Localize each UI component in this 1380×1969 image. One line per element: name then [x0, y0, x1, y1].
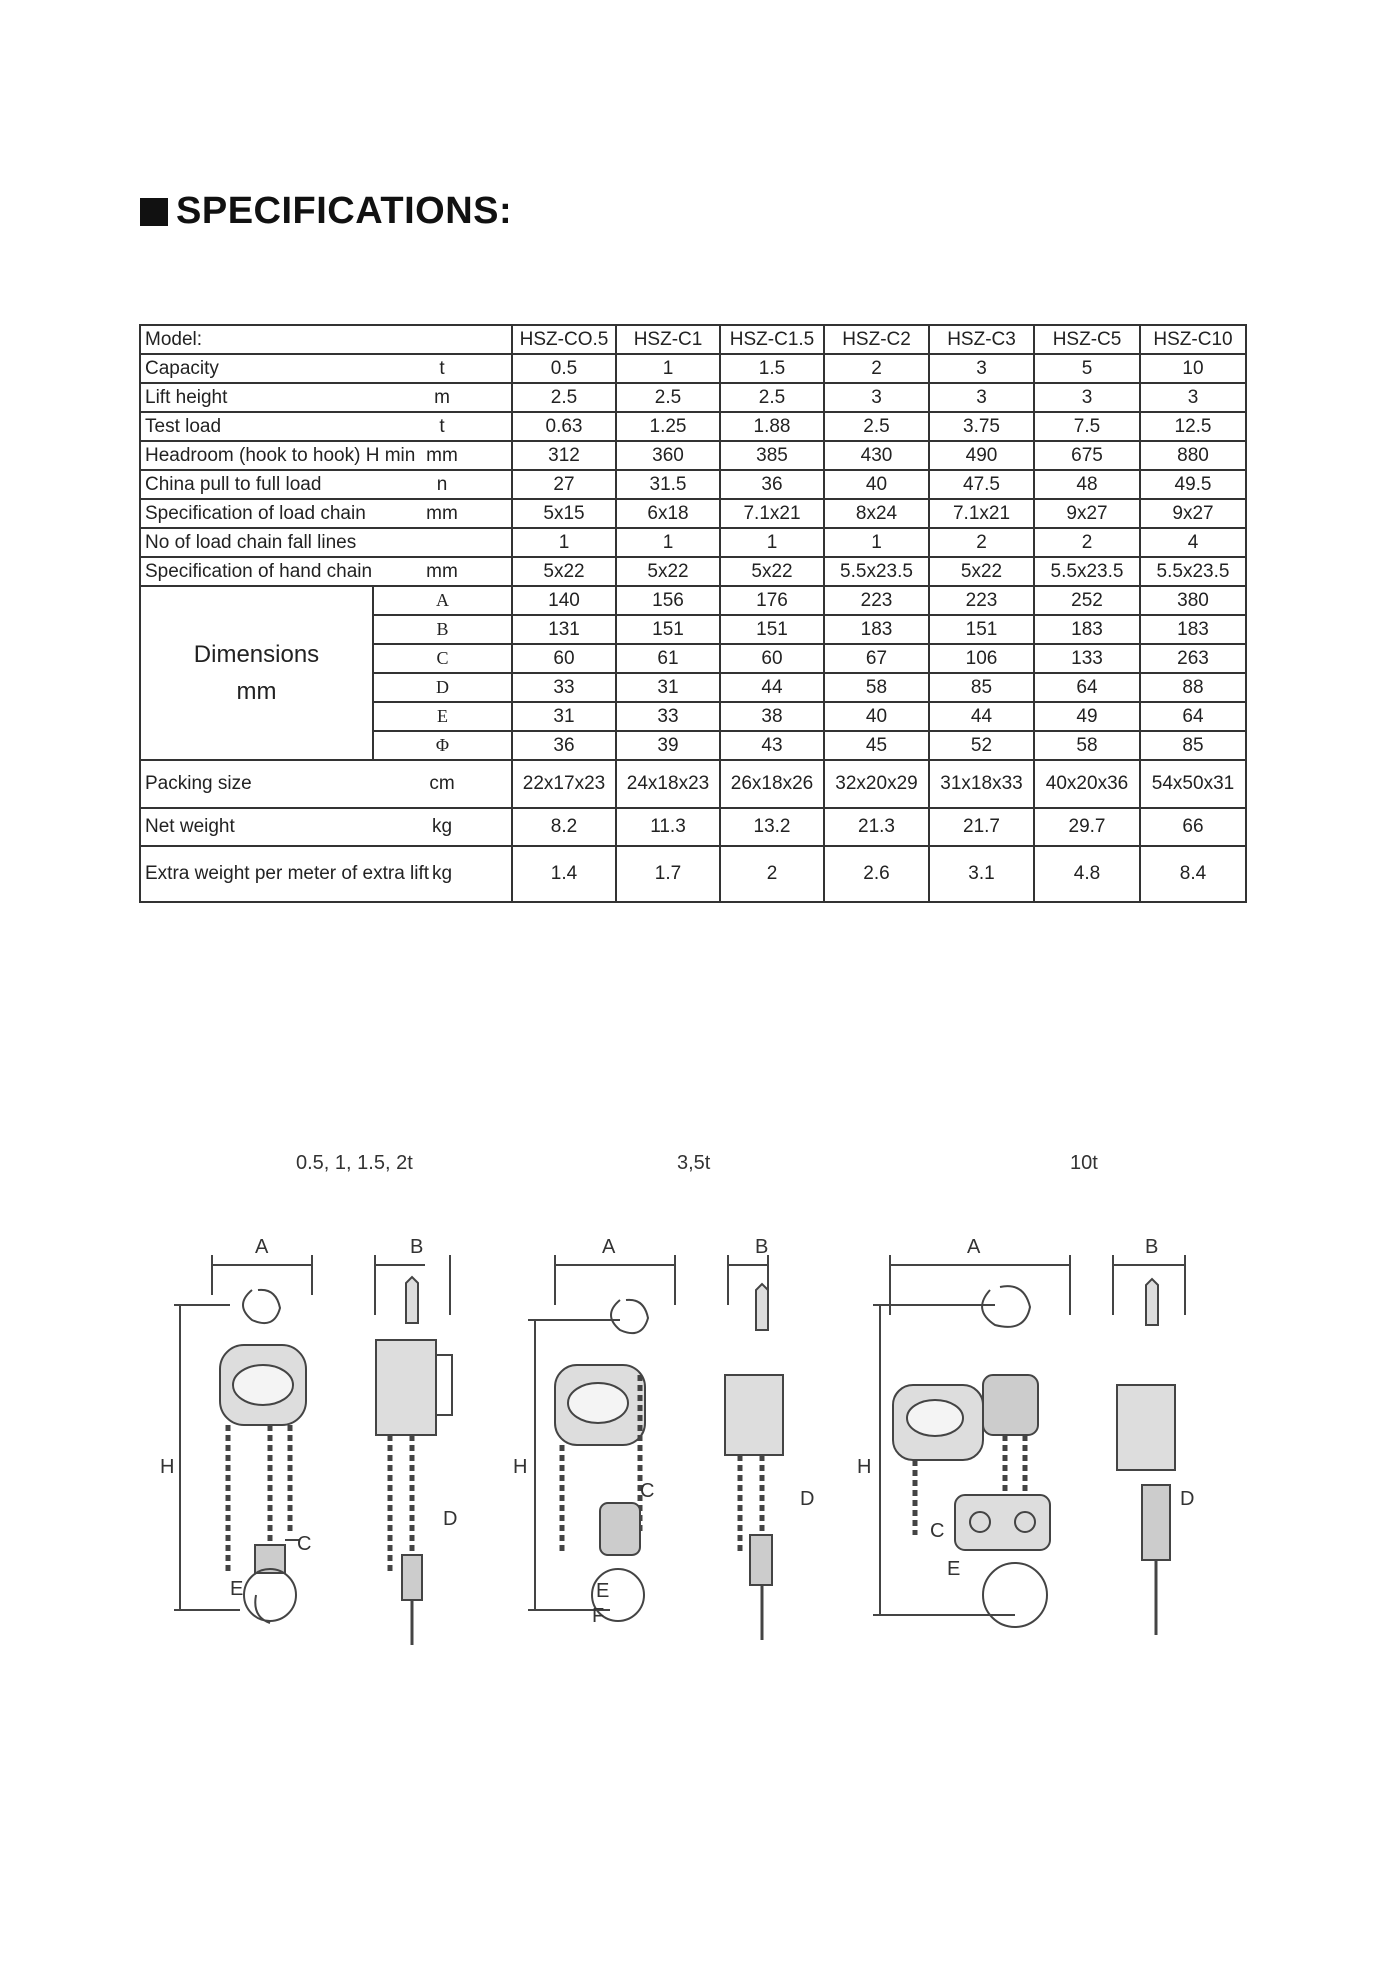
- spec-value: 675: [1034, 441, 1140, 470]
- dimension-value: 223: [929, 586, 1034, 615]
- dimension-value: 31: [616, 673, 720, 702]
- spec-value: 3: [929, 354, 1034, 383]
- hoist-diagram-large: [855, 1235, 1225, 1655]
- dimension-value: 39: [616, 731, 720, 760]
- spec-value: 1: [720, 528, 824, 557]
- spec-unit: mm: [373, 557, 512, 586]
- dimension-value: 33: [512, 673, 616, 702]
- spec-row: [140, 354, 1246, 383]
- spec-value: 1.4: [512, 846, 616, 902]
- dimension-value: 140: [512, 586, 616, 615]
- spec-value: 2: [720, 846, 824, 902]
- dimension-value: 45: [824, 731, 929, 760]
- dim-label-a: A: [967, 1236, 981, 1258]
- dimension-letter: D: [373, 673, 512, 702]
- spec-unit: n: [373, 470, 512, 499]
- spec-value: 29.7: [1034, 808, 1140, 846]
- dimension-value: 64: [1140, 702, 1246, 731]
- spec-value: 385: [720, 441, 824, 470]
- spec-label: Specification of hand chain: [140, 557, 373, 586]
- spec-row: [140, 760, 1246, 808]
- spec-value: 2: [929, 528, 1034, 557]
- heading-text: SPECIFICATIONS:: [176, 190, 513, 232]
- spec-value: 3: [1140, 383, 1246, 412]
- spec-value: 12.5: [1140, 412, 1246, 441]
- spec-value: 1: [512, 528, 616, 557]
- dimensions-label: [140, 586, 373, 760]
- dim-label-c: C: [640, 1480, 655, 1502]
- model-name: HSZ-C2: [824, 325, 929, 354]
- spec-value: 66: [1140, 808, 1246, 846]
- dimension-value: 133: [1034, 644, 1140, 673]
- spec-value: 1.25: [616, 412, 720, 441]
- spec-value: 2: [824, 354, 929, 383]
- spec-label: No of load chain fall lines: [140, 528, 373, 557]
- dimension-value: 60: [720, 644, 824, 673]
- spec-value: 3.1: [929, 846, 1034, 902]
- spec-value: 40x20x36: [1034, 760, 1140, 808]
- spec-value: 1.88: [720, 412, 824, 441]
- spec-value: 1: [824, 528, 929, 557]
- spec-label: Test load: [140, 412, 373, 441]
- spec-value: 36: [720, 470, 824, 499]
- spec-value: 5x22: [720, 557, 824, 586]
- spec-unit: m: [373, 383, 512, 412]
- spec-unit: mm: [373, 499, 512, 528]
- dim-label-e: E: [230, 1578, 244, 1600]
- dimension-value: 183: [1140, 615, 1246, 644]
- spec-row: [140, 499, 1246, 528]
- spec-unit: [373, 528, 512, 557]
- spec-value: 1: [616, 354, 720, 383]
- spec-row: [140, 441, 1246, 470]
- spec-value: 430: [824, 441, 929, 470]
- dimension-value: 60: [512, 644, 616, 673]
- spec-value: 490: [929, 441, 1034, 470]
- dim-label-f: F: [592, 1605, 605, 1627]
- square-bullet-icon: [140, 198, 168, 226]
- spec-value: 13.2: [720, 808, 824, 846]
- dimension-value: 67: [824, 644, 929, 673]
- spec-value: 11.3: [616, 808, 720, 846]
- hoist-diagram-mid: [510, 1235, 850, 1655]
- model-name: HSZ-C1: [616, 325, 720, 354]
- spec-unit: mm: [373, 441, 512, 470]
- spec-value: 10: [1140, 354, 1246, 383]
- dimension-value: 183: [1034, 615, 1140, 644]
- spec-unit: t: [373, 354, 512, 383]
- spec-value: 24x18x23: [616, 760, 720, 808]
- dimension-letter: C: [373, 644, 512, 673]
- dim-label-h: H: [160, 1456, 175, 1478]
- spec-value: 2: [1034, 528, 1140, 557]
- dimension-value: 44: [929, 702, 1034, 731]
- spec-value: 31.5: [616, 470, 720, 499]
- spec-value: 5.5x23.5: [1140, 557, 1246, 586]
- spec-value: 40: [824, 470, 929, 499]
- model-name: HSZ-C5: [1034, 325, 1140, 354]
- model-name: HSZ-CO.5: [512, 325, 616, 354]
- dimension-value: 49: [1034, 702, 1140, 731]
- spec-value: 5x15: [512, 499, 616, 528]
- dimension-value: 263: [1140, 644, 1246, 673]
- spec-unit: cm: [373, 760, 512, 808]
- spec-value: 21.3: [824, 808, 929, 846]
- hoist-diagram-small: [160, 1235, 500, 1655]
- spec-row: [140, 528, 1246, 557]
- spec-row: [140, 557, 1246, 586]
- spec-value: 0.63: [512, 412, 616, 441]
- spec-value: 5x22: [616, 557, 720, 586]
- spec-value: 5x22: [929, 557, 1034, 586]
- dimension-letter: B: [373, 615, 512, 644]
- dimension-value: 85: [1140, 731, 1246, 760]
- dimension-value: 31: [512, 702, 616, 731]
- dimension-value: 151: [929, 615, 1034, 644]
- dim-label-e: E: [947, 1558, 961, 1580]
- spec-value: 4.8: [1034, 846, 1140, 902]
- spec-value: 5: [1034, 354, 1140, 383]
- spec-value: 22x17x23: [512, 760, 616, 808]
- spec-value: 48: [1034, 470, 1140, 499]
- dimension-letter: A: [373, 586, 512, 615]
- page-heading: [140, 190, 512, 233]
- spec-value: 3: [824, 383, 929, 412]
- spec-value: 0.5: [512, 354, 616, 383]
- spec-row: [140, 412, 1246, 441]
- dim-label-a: A: [255, 1236, 269, 1258]
- spec-value: 7.1x21: [720, 499, 824, 528]
- dimension-value: 43: [720, 731, 824, 760]
- spec-label: Lift height: [140, 383, 373, 412]
- spec-value: 2.6: [824, 846, 929, 902]
- dimension-value: 88: [1140, 673, 1246, 702]
- spec-row: [140, 846, 1246, 902]
- spec-value: 7.5: [1034, 412, 1140, 441]
- spec-value: 1: [616, 528, 720, 557]
- dimension-value: 40: [824, 702, 929, 731]
- caption-mid-hoist: 3,5t: [677, 1152, 711, 1174]
- dimension-value: 64: [1034, 673, 1140, 702]
- dim-label-c: C: [930, 1520, 945, 1542]
- dimension-row: [140, 586, 1246, 615]
- dim-label-c: C: [297, 1533, 312, 1555]
- dim-label-b: B: [1145, 1236, 1159, 1258]
- spec-value: 8.2: [512, 808, 616, 846]
- dim-label-b: B: [755, 1236, 769, 1258]
- spec-value: 5x22: [512, 557, 616, 586]
- spec-value: 3: [1034, 383, 1140, 412]
- spec-label: Headroom (hook to hook) H min: [140, 441, 373, 470]
- dim-label-b: B: [410, 1236, 424, 1258]
- dimension-value: 223: [824, 586, 929, 615]
- dim-label-h: H: [857, 1456, 872, 1478]
- dimension-value: 380: [1140, 586, 1246, 615]
- dimension-value: 58: [824, 673, 929, 702]
- spec-value: 2.5: [512, 383, 616, 412]
- spec-row: [140, 470, 1246, 499]
- spec-value: 360: [616, 441, 720, 470]
- caption-large-hoist: 10t: [1070, 1152, 1098, 1174]
- spec-value: 8.4: [1140, 846, 1246, 902]
- spec-value: 1.5: [720, 354, 824, 383]
- spec-value: 312: [512, 441, 616, 470]
- spec-unit: t: [373, 412, 512, 441]
- dimension-value: 52: [929, 731, 1034, 760]
- model-row: [140, 325, 1246, 354]
- dimension-value: 176: [720, 586, 824, 615]
- spec-row: [140, 808, 1246, 846]
- dimension-value: 151: [616, 615, 720, 644]
- dimension-value: 106: [929, 644, 1034, 673]
- spec-value: 3: [929, 383, 1034, 412]
- dim-label-a: A: [602, 1236, 616, 1258]
- spec-value: 31x18x33: [929, 760, 1034, 808]
- dimension-value: 156: [616, 586, 720, 615]
- spec-value: 3.75: [929, 412, 1034, 441]
- spec-unit: kg: [373, 846, 512, 902]
- dim-label-e: E: [596, 1580, 610, 1602]
- dimension-value: 131: [512, 615, 616, 644]
- spec-value: 1.7: [616, 846, 720, 902]
- spec-label: Specification of load chain: [140, 499, 373, 528]
- spec-value: 8x24: [824, 499, 929, 528]
- spec-value: 54x50x31: [1140, 760, 1246, 808]
- dimension-value: 36: [512, 731, 616, 760]
- spec-unit: kg: [373, 808, 512, 846]
- dim-label-d: D: [800, 1488, 815, 1510]
- dimension-value: 38: [720, 702, 824, 731]
- dimension-letter: E: [373, 702, 512, 731]
- dim-label-d: D: [443, 1508, 458, 1530]
- dimension-value: 44: [720, 673, 824, 702]
- spec-value: 7.1x21: [929, 499, 1034, 528]
- spec-label: Packing size: [140, 760, 373, 808]
- dimension-value: 151: [720, 615, 824, 644]
- spec-label: Extra weight per meter of extra lift: [140, 846, 373, 902]
- spec-value: 4: [1140, 528, 1246, 557]
- spec-value: 9x27: [1140, 499, 1246, 528]
- spec-value: 27: [512, 470, 616, 499]
- dimensions-label-text: Dimensions: [193, 641, 320, 668]
- dimensions-unit-text: mm: [236, 678, 277, 705]
- dimension-letter: Φ: [373, 731, 512, 760]
- model-name: HSZ-C3: [929, 325, 1034, 354]
- spec-value: 5.5x23.5: [824, 557, 929, 586]
- spec-label: China pull to full load: [140, 470, 373, 499]
- spec-row: [140, 383, 1246, 412]
- model-name: HSZ-C1.5: [720, 325, 824, 354]
- spec-value: 49.5: [1140, 470, 1246, 499]
- dimension-value: 252: [1034, 586, 1140, 615]
- model-name: HSZ-C10: [1140, 325, 1246, 354]
- spec-value: 21.7: [929, 808, 1034, 846]
- dimension-value: 33: [616, 702, 720, 731]
- spec-value: 6x18: [616, 499, 720, 528]
- spec-label: Capacity: [140, 354, 373, 383]
- dimension-value: 58: [1034, 731, 1140, 760]
- dimension-value: 61: [616, 644, 720, 673]
- spec-value: 2.5: [616, 383, 720, 412]
- specifications-table: [139, 324, 1247, 903]
- spec-value: 32x20x29: [824, 760, 929, 808]
- spec-value: 26x18x26: [720, 760, 824, 808]
- dim-label-d: D: [1180, 1488, 1195, 1510]
- spec-label: Net weight: [140, 808, 373, 846]
- dimension-value: 85: [929, 673, 1034, 702]
- spec-value: 880: [1140, 441, 1246, 470]
- spec-value: 2.5: [720, 383, 824, 412]
- spec-value: 47.5: [929, 470, 1034, 499]
- dimension-value: 183: [824, 615, 929, 644]
- spec-value: 5.5x23.5: [1034, 557, 1140, 586]
- dim-label-h: H: [513, 1456, 528, 1478]
- spec-value: 9x27: [1034, 499, 1140, 528]
- spec-value: 2.5: [824, 412, 929, 441]
- model-label: Model:: [140, 325, 512, 354]
- caption-small-hoist: 0.5, 1, 1.5, 2t: [296, 1152, 413, 1174]
